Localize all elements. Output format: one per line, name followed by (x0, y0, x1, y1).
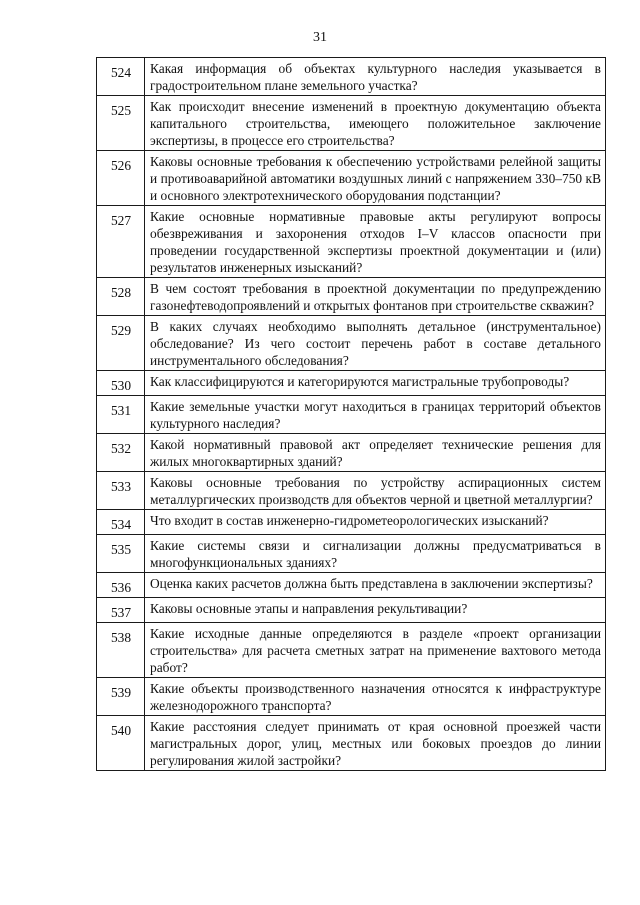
question-number: 527 (97, 206, 145, 278)
table-row (97, 396, 606, 434)
question-number: 536 (97, 573, 145, 598)
table-row (97, 151, 606, 206)
question-text: Оценка каких расчетов должна быть представлена в заключении экспертизы? (145, 573, 606, 598)
question-text: В каких случаях необходимо выполнять детальное (инструментальное) обследование? Из чего состоит перечень работ в составе детального инструментального обследования? (145, 316, 606, 371)
question-text: Какие земельные участки могут находиться в границах территорий объектов культурного наследия? (145, 396, 606, 434)
table-row (97, 678, 606, 716)
question-number: 529 (97, 316, 145, 371)
question-number: 528 (97, 278, 145, 316)
questions-table (96, 57, 606, 771)
question-text: Какие исходные данные определяются в разделе «проект организации строительства» для расчета сметных затрат на применение вахтового метода работ? (145, 623, 606, 678)
question-text: Какие основные нормативные правовые акты регулируют вопросы обезвреживания и захоронения отходов I–V классов опасности при проведении государственной экспертизы проектной документации и (или) результатов инженерных изысканий? (145, 206, 606, 278)
question-number: 525 (97, 96, 145, 151)
question-text: Каковы основные требования по устройству аспирационных систем металлургических производств для объектов черной и цветной металлургии? (145, 472, 606, 510)
table-row (97, 434, 606, 472)
question-number: 524 (97, 58, 145, 96)
question-number: 533 (97, 472, 145, 510)
question-text: Что входит в состав инженерно-гидрометеорологических изысканий? (145, 510, 606, 535)
question-text: Как классифицируются и категорируются магистральные трубопроводы? (145, 371, 606, 396)
question-text: В чем состоят требования в проектной документации по предупреждению газонефтеводопроявлений и открытых фонтанов при строительстве скважин? (145, 278, 606, 316)
questions-table-body (97, 58, 606, 771)
question-number: 530 (97, 371, 145, 396)
table-row (97, 278, 606, 316)
table-row (97, 371, 606, 396)
question-text: Какие расстояния следует принимать от края основной проезжей части магистральных дорог, улиц, местных или боковых проездов до линии регулирования жилой застройки? (145, 716, 606, 771)
question-number: 537 (97, 598, 145, 623)
question-number: 539 (97, 678, 145, 716)
table-row (97, 535, 606, 573)
table-row (97, 96, 606, 151)
table-row (97, 58, 606, 96)
table-row (97, 716, 606, 771)
table-row (97, 206, 606, 278)
table-row (97, 472, 606, 510)
table-row (97, 598, 606, 623)
question-number: 534 (97, 510, 145, 535)
question-number: 538 (97, 623, 145, 678)
question-number: 540 (97, 716, 145, 771)
question-text: Какая информация об объектах культурного наследия указывается в градостроительном плане земельного участка? (145, 58, 606, 96)
question-text: Каковы основные этапы и направления рекультивации? (145, 598, 606, 623)
table-row (97, 510, 606, 535)
table-row (97, 573, 606, 598)
page-number: 31 (313, 30, 327, 45)
question-text: Какие системы связи и сигнализации должны предусматриваться в многофункциональных зданиях? (145, 535, 606, 573)
table-row (97, 623, 606, 678)
question-number: 532 (97, 434, 145, 472)
question-number: 526 (97, 151, 145, 206)
question-number: 535 (97, 535, 145, 573)
question-text: Как происходит внесение изменений в проектную документацию объекта капитального строительства, имеющего положительное заключение экспертизы, в процессе его строительства? (145, 96, 606, 151)
question-text: Какие объекты производственного назначения относятся к инфраструктуре железнодорожного транспорта? (145, 678, 606, 716)
question-text: Каковы основные требования к обеспечению устройствами релейной защиты и противоаварийной автоматики воздушных линий с напряжением 330–750 кВ и основного электротехнического оборудования подстанции? (145, 151, 606, 206)
question-number: 531 (97, 396, 145, 434)
table-row (97, 316, 606, 371)
question-text: Какой нормативный правовой акт определяет технические решения для жилых многоквартирных зданий? (145, 434, 606, 472)
